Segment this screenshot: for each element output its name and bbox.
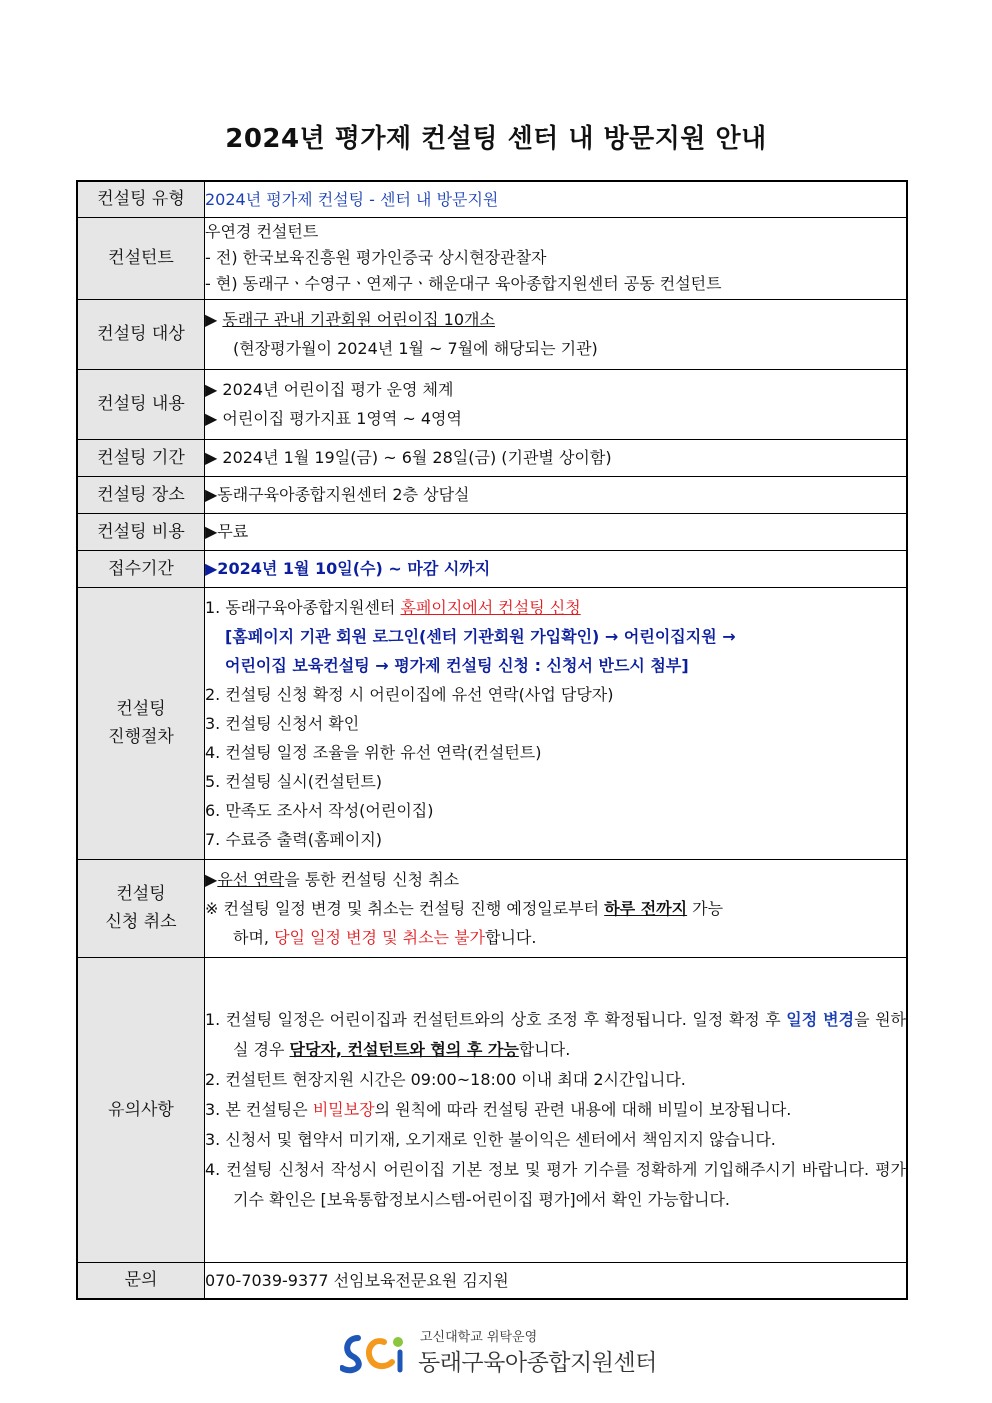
row-procedure <box>77 587 907 859</box>
label-place: 컨설팅 장소 <box>77 476 205 513</box>
cancel-line-1 <box>205 865 906 894</box>
row-reception <box>77 550 907 587</box>
content-line-1: ▶ 2024년 어린이집 평가 운영 체계 <box>205 380 454 399</box>
label-cancel-line-1: 컨설팅 <box>116 884 166 904</box>
label-reception: 접수기간 <box>77 550 205 587</box>
note-part-b: 가능 <box>687 898 724 918</box>
procedure-step-1-detail-2: 어린이집 보육컨설팅 → 평가제 컨설팅 신청 : 신청서 반드시 첨부] <box>225 655 689 675</box>
row-target <box>77 299 907 369</box>
row-consultant <box>77 217 907 299</box>
procedure-step-5: 5. 컨설팅 실시(컨설턴트) <box>205 771 383 791</box>
value-procedure <box>205 587 908 859</box>
row-period <box>77 439 907 476</box>
row-cost <box>77 513 907 550</box>
target-main: 동래구 관내 기관회원 어린이집 10개소 <box>222 310 495 329</box>
info-table <box>76 180 908 1300</box>
procedure-step-7: 7. 수료증 출력(홈페이지) <box>205 829 383 849</box>
note-3 <box>205 1095 906 1125</box>
value-type: 2024년 평가제 컨설팅 - 센터 내 방문지원 <box>205 181 908 217</box>
label-procedure-line-1: 컨설팅 <box>116 699 166 719</box>
cancel-phone-contact: 유선 연락 <box>217 869 285 889</box>
row-content <box>77 369 907 439</box>
note-1 <box>205 1005 906 1065</box>
target-bullet: ▶ <box>205 310 218 329</box>
label-notes: 유의사항 <box>77 957 205 1262</box>
row-notes <box>77 957 907 1262</box>
cancel-line-1-rest: 을 통한 컨설팅 신청 취소 <box>284 869 460 889</box>
label-content: 컨설팅 내용 <box>77 369 205 439</box>
label-procedure-line-2: 진행절차 <box>108 727 174 747</box>
cancel-bullet: ▶ <box>205 869 218 889</box>
note-1-schedule-change: 일정 변경 <box>786 1009 855 1029</box>
step1-prefix: 1. 동래구육아종합지원센터 <box>205 597 401 617</box>
note-4: 3. 신청서 및 협약서 미기재, 오기재로 인한 불이익은 센터에서 책임지지 않습니다. <box>205 1129 776 1149</box>
note-mark: ※ <box>205 898 219 918</box>
target-sub: (현장평가월이 2024년 1월 ~ 7월에 해당되는 기관) <box>233 339 598 358</box>
value-contact: 070-7039-9377 선임보육전문요원 김지원 <box>205 1262 908 1299</box>
note-part-a: 컨설팅 일정 변경 및 취소는 컨설팅 진행 예정일로부터 <box>218 898 605 918</box>
label-cancel <box>77 859 205 957</box>
value-notes <box>205 957 908 1262</box>
note-3-confidentiality: 비밀보장 <box>312 1099 375 1119</box>
consultant-current: - 현) 동래구ㆍ수영구ㆍ연제구ㆍ해운대구 육아종합지원센터 공동 컨설턴트 <box>205 274 722 293</box>
label-contact: 문의 <box>77 1262 205 1299</box>
procedure-step-2: 2. 컨설팅 신청 확정 시 어린이집에 유선 연락(사업 담당자) <box>205 684 614 704</box>
value-cancel <box>205 859 908 957</box>
value-consultant <box>205 217 908 299</box>
label-period: 컨설팅 기간 <box>77 439 205 476</box>
procedure-step-3: 3. 컨설팅 신청서 확인 <box>205 713 360 733</box>
content-line-2: ▶ 어린이집 평가지표 1영역 ~ 4영역 <box>205 409 462 428</box>
page-title: 2024년 평가제 컨설팅 센터 내 방문지원 안내 <box>225 124 767 154</box>
note-same-day: 당일 일정 변경 및 취소는 불가 <box>274 927 485 947</box>
note-1-a: 1. 컨설팅 일정은 어린이집과 컨설턴트와의 상호 조정 후 확정됩니다. 일정 확정 후 <box>205 1009 787 1029</box>
value-period: ▶ 2024년 1월 19일(금) ~ 6월 28일(금) (기관별 상이함) <box>205 439 908 476</box>
note-3-a: 3. 본 컨설팅은 <box>205 1099 313 1119</box>
footer-center-name: 동래구육아종합지원센터 <box>418 1350 657 1376</box>
note-part-d: 합니다. <box>485 927 537 947</box>
row-cancel <box>77 859 907 957</box>
note-5: 4. 컨설팅 신청서 작성시 어린이집 기본 정보 및 평가 기수를 정확하게 기입해주시기 바랍니다. 평가 기수 확인은 [보육통합정보시스템-어린이집 평가]에서 확인 가능합니다. <box>205 1159 906 1209</box>
note-2: 2. 컨설턴트 현장지원 시간은 09:00~18:00 이내 최대 2시간입니다. <box>205 1069 686 1089</box>
label-cancel-line-2: 신청 취소 <box>105 912 177 932</box>
label-type: 컨설팅 유형 <box>77 181 205 217</box>
value-reception: ▶2024년 1월 10일(수) ~ 마감 시까지 <box>205 550 908 587</box>
consultant-former: - 전) 한국보육진흥원 평가인증국 상시현장관찰자 <box>205 248 547 267</box>
value-place: ▶동래구육아종합지원센터 2층 상담실 <box>205 476 908 513</box>
row-place <box>77 476 907 513</box>
label-consultant: 컨설턴트 <box>77 217 205 299</box>
procedure-step-4: 4. 컨설팅 일정 조율을 위한 유선 연락(컨설턴트) <box>205 742 542 762</box>
note-part-c: 하며, <box>233 927 275 947</box>
note-1-agreement: 담당자, 컨설턴트와 협의 후 가능 <box>289 1039 519 1059</box>
note-deadline: 하루 전까지 <box>604 898 688 918</box>
procedure-step-6: 6. 만족도 조사서 작성(어린이집) <box>205 800 434 820</box>
row-type <box>77 181 907 217</box>
note-3-b: 의 원칙에 따라 컨설팅 관련 내용에 대해 비밀이 보장됩니다. <box>374 1099 792 1119</box>
footer-logo <box>340 1326 670 1376</box>
note-1-c: 합니다. <box>518 1039 571 1059</box>
consultant-name: 우연경 컨설턴트 <box>205 222 319 241</box>
procedure-step-1-detail-1: [홈페이지 기관 회원 로그인(센터 기관회원 가입확인) → 어린이집지원 → <box>225 626 736 646</box>
label-cost: 컨설팅 비용 <box>77 513 205 550</box>
value-target <box>205 299 908 369</box>
row-contact <box>77 1262 907 1299</box>
step1-highlight: 홈페이지에서 컨설팅 신청 <box>400 597 581 617</box>
center-logo-icon <box>340 1328 412 1374</box>
footer-operator: 고신대학교 위탁운영 <box>420 1330 538 1345</box>
value-cost: ▶무료 <box>205 513 908 550</box>
label-procedure <box>77 587 205 859</box>
label-target: 컨설팅 대상 <box>77 299 205 369</box>
procedure-step-1 <box>205 593 906 622</box>
value-content <box>205 369 908 439</box>
cancel-note <box>205 894 906 952</box>
note-1-b: 을 원하실 경우 <box>233 1009 906 1059</box>
